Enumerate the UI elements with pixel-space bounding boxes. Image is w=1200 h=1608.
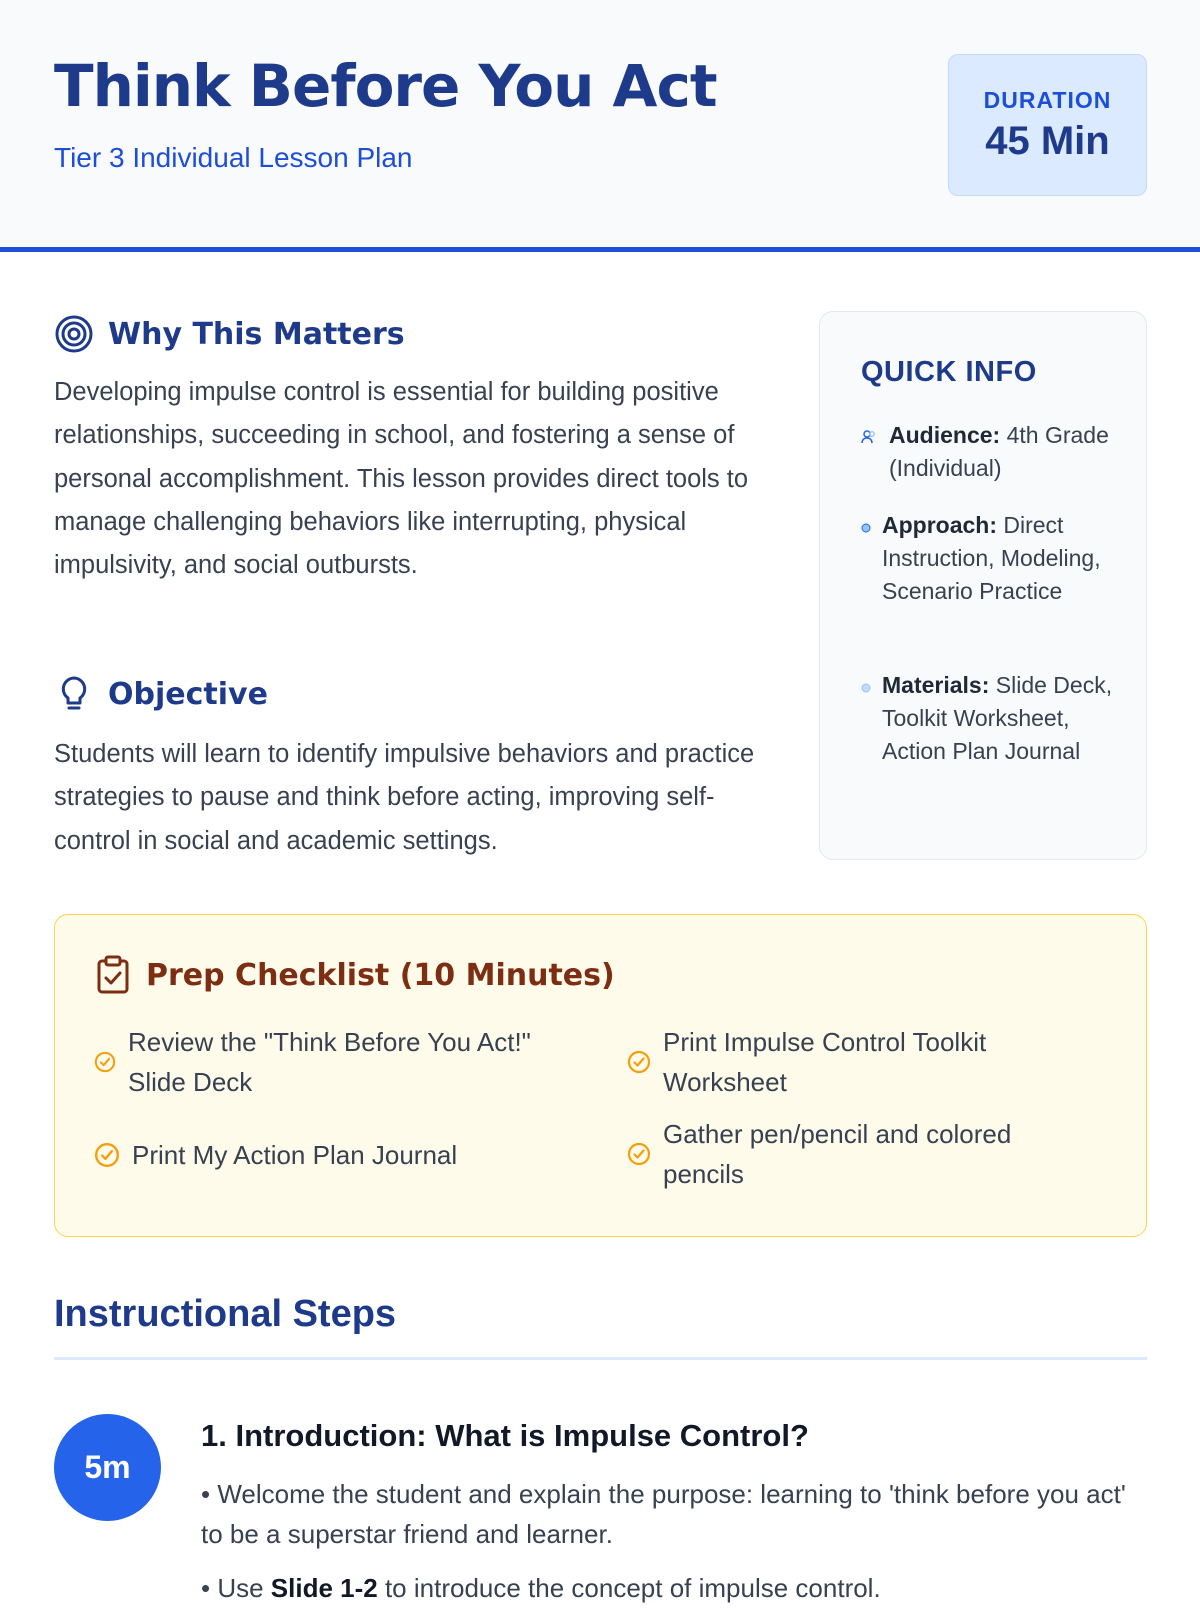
- clipboard-check-icon: [94, 955, 132, 995]
- check-circle-icon: [94, 1142, 120, 1168]
- check-circle-icon: [627, 1050, 651, 1074]
- duration-value: 45 Min: [985, 119, 1110, 163]
- prep-item: [94, 1135, 584, 1175]
- step-duration-badge: 5m: [54, 1414, 161, 1521]
- quick-info-card: [819, 311, 1147, 860]
- step-bullet-text: to introduce the concept of impulse control.: [377, 1573, 881, 1603]
- prep-heading: [94, 955, 615, 995]
- materials-value: Slide Deck, Toolkit Worksheet, Action Plan Journal: [882, 672, 1113, 764]
- step-bullet-text: • Use: [201, 1573, 271, 1603]
- why-title: Why This Matters: [108, 316, 405, 352]
- target-icon: [54, 314, 94, 354]
- approach-label: Approach:: [882, 512, 997, 538]
- quick-info-materials: [882, 669, 1132, 768]
- audience-value: 4th Grade (Individual): [889, 422, 1109, 481]
- steps-divider: [54, 1357, 1147, 1360]
- materials-dot-icon: [861, 683, 871, 693]
- approach-value: Direct Instruction, Modeling, Scenario Practice: [882, 512, 1101, 604]
- objective-title: Objective: [108, 676, 268, 712]
- audience-label: Audience:: [889, 422, 1001, 448]
- users-icon: [861, 429, 877, 445]
- prep-item-text: Print My Action Plan Journal: [132, 1140, 458, 1170]
- quick-info-approach: [882, 509, 1132, 608]
- slide-reference: Slide 1-2: [270, 1573, 378, 1603]
- prep-item-text: Print Impulse Control Toolkit Worksheet: [663, 1027, 987, 1097]
- step-title: 1. Introduction: What is Impulse Control?: [201, 1418, 809, 1453]
- duration-card: [948, 54, 1147, 196]
- materials-label: Materials:: [882, 672, 990, 698]
- page-subtitle: Tier 3 Individual Lesson Plan: [54, 142, 413, 173]
- prep-item: [627, 1114, 1097, 1194]
- why-heading: [54, 314, 405, 354]
- prep-item-text: Gather pen/pencil and colored pencils: [663, 1119, 1012, 1189]
- prep-item: [627, 1022, 1097, 1102]
- approach-dot-icon: [861, 523, 871, 533]
- lesson-header: [0, 0, 1200, 252]
- quick-info-audience: [889, 419, 1139, 485]
- quick-info-title: QUICK INFO: [861, 356, 1037, 388]
- prep-item: [94, 1022, 584, 1102]
- duration-label: DURATION: [983, 87, 1112, 113]
- step-bullet: [201, 1568, 1147, 1608]
- prep-item-text: Review the "Think Before You Act!" Slide Deck: [128, 1027, 531, 1097]
- objective-heading: [54, 674, 268, 714]
- lightbulb-icon: [54, 674, 94, 714]
- why-body: Developing impulse control is essential for building positive relationships, succeeding in school, and fostering a sense of personal accomplishment. This lesson provides direct tools to manage challenging behaviors like interrupting, physical impulsivity, and social outbursts.: [54, 378, 749, 580]
- objective-body: Students will learn to identify impulsive behaviors and practice strategies to pause and think before acting, improving self-control in social and academic settings.: [54, 740, 755, 855]
- check-circle-icon: [94, 1051, 116, 1073]
- check-circle-icon: [627, 1142, 651, 1166]
- prep-title: Prep Checklist (10 Minutes): [146, 957, 615, 993]
- steps-title: Instructional Steps: [54, 1293, 397, 1335]
- page-title: Think Before You Act: [54, 52, 717, 120]
- step-bullet: • Welcome the student and explain the purpose: learning to 'think before you act' to be a superstar friend and learner.: [201, 1479, 1126, 1549]
